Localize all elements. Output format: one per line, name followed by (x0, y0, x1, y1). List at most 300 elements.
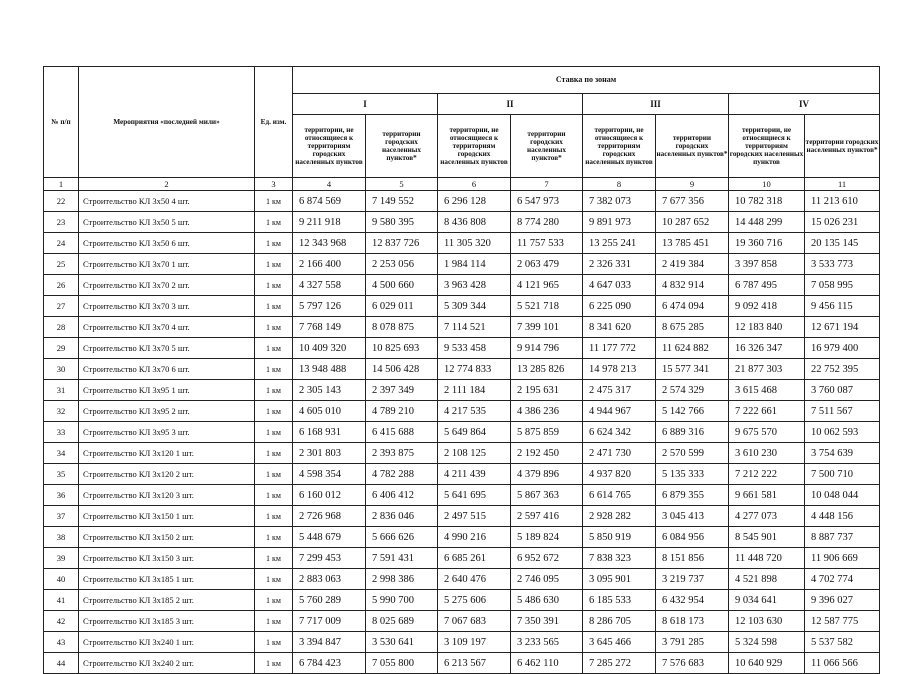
header-zone: II (438, 94, 583, 115)
header-zone: I (293, 94, 438, 115)
rate-zone3-nonurban: 11 177 772 (583, 338, 656, 359)
table-row (44, 275, 880, 296)
rate-zone4-nonurban: 7 212 222 (729, 464, 805, 485)
column-number-row (44, 178, 880, 191)
rate-zone4-urban: 22 752 395 (805, 359, 880, 380)
table-row (44, 380, 880, 401)
table-row (44, 548, 880, 569)
rate-zone3-nonurban: 2 928 282 (583, 506, 656, 527)
header-zone: III (583, 94, 729, 115)
header-sub-urban: территории городских населенных пунктов* (656, 115, 729, 178)
measure-name: Строительство КЛ 3х70 2 шт. (79, 275, 255, 296)
rate-zone2-urban: 2 192 450 (511, 443, 583, 464)
rate-zone1-nonurban: 6 874 569 (293, 191, 366, 212)
rate-zone4-nonurban: 19 360 716 (729, 233, 805, 254)
measure-name: Строительство КЛ 3х150 2 шт. (79, 527, 255, 548)
unit: 1 км (255, 632, 293, 653)
rate-zone1-urban: 2 397 349 (366, 380, 438, 401)
rate-zone3-urban: 10 287 652 (656, 212, 729, 233)
rate-zone2-nonurban: 5 641 695 (438, 485, 511, 506)
column-number: 2 (79, 178, 255, 191)
rate-zone4-nonurban: 9 092 418 (729, 296, 805, 317)
row-number: 31 (44, 380, 79, 401)
table-row (44, 254, 880, 275)
rate-zone4-urban: 4 702 774 (805, 569, 880, 590)
column-number: 9 (656, 178, 729, 191)
rate-zone3-nonurban: 8 341 620 (583, 317, 656, 338)
rate-zone3-nonurban: 13 255 241 (583, 233, 656, 254)
measure-name: Строительство КЛ 3х120 2 шт. (79, 464, 255, 485)
rate-zone4-urban: 3 533 773 (805, 254, 880, 275)
rate-zone2-nonurban: 5 649 864 (438, 422, 511, 443)
rate-zone1-nonurban: 5 448 679 (293, 527, 366, 548)
row-number: 29 (44, 338, 79, 359)
rate-zone2-urban: 4 121 965 (511, 275, 583, 296)
table-row (44, 611, 880, 632)
rate-zone4-nonurban: 5 324 598 (729, 632, 805, 653)
rate-zone4-urban: 12 587 775 (805, 611, 880, 632)
rate-zone4-nonurban: 12 183 840 (729, 317, 805, 338)
rate-zone1-urban: 4 500 660 (366, 275, 438, 296)
rate-zone1-urban: 8 078 875 (366, 317, 438, 338)
rate-zone1-nonurban: 3 394 847 (293, 632, 366, 653)
table-row (44, 317, 880, 338)
rate-zone4-nonurban: 3 610 230 (729, 443, 805, 464)
row-number: 23 (44, 212, 79, 233)
rate-zone2-urban: 2 597 416 (511, 506, 583, 527)
row-number: 37 (44, 506, 79, 527)
rate-zone2-urban: 9 914 796 (511, 338, 583, 359)
rate-zone2-urban: 4 379 896 (511, 464, 583, 485)
table-row (44, 338, 880, 359)
rate-zone1-nonurban: 2 726 968 (293, 506, 366, 527)
rate-zone4-nonurban: 9 034 641 (729, 590, 805, 611)
rate-zone1-urban: 10 825 693 (366, 338, 438, 359)
row-number: 40 (44, 569, 79, 590)
unit: 1 км (255, 548, 293, 569)
column-number: 6 (438, 178, 511, 191)
rate-zone4-nonurban: 9 675 570 (729, 422, 805, 443)
rate-zone3-nonurban: 6 225 090 (583, 296, 656, 317)
rate-zone3-urban: 15 577 341 (656, 359, 729, 380)
rate-zone1-urban: 4 782 288 (366, 464, 438, 485)
unit: 1 км (255, 464, 293, 485)
rate-zone3-nonurban: 2 471 730 (583, 443, 656, 464)
rate-zone2-nonurban: 3 109 197 (438, 632, 511, 653)
unit: 1 км (255, 401, 293, 422)
measure-name: Строительство КЛ 3х240 1 шт. (79, 632, 255, 653)
rate-zone3-urban: 6 474 094 (656, 296, 729, 317)
rate-zone1-urban: 2 253 056 (366, 254, 438, 275)
rate-zone2-urban: 6 952 672 (511, 548, 583, 569)
rate-zone1-urban: 5 666 626 (366, 527, 438, 548)
rate-zone3-nonurban: 3 645 466 (583, 632, 656, 653)
rate-zone4-nonurban: 8 545 901 (729, 527, 805, 548)
rate-zone4-nonurban: 10 640 929 (729, 653, 805, 674)
row-number: 39 (44, 548, 79, 569)
measure-name: Строительство КЛ 3х50 4 шт. (79, 191, 255, 212)
rate-zone3-urban: 13 785 451 (656, 233, 729, 254)
rate-zone3-urban: 11 624 882 (656, 338, 729, 359)
table-row (44, 443, 880, 464)
rate-zone2-urban: 5 486 630 (511, 590, 583, 611)
table-row (44, 632, 880, 653)
row-number: 36 (44, 485, 79, 506)
rate-zone2-nonurban: 7 114 521 (438, 317, 511, 338)
rate-zone1-nonurban: 13 948 488 (293, 359, 366, 380)
table-body (44, 191, 880, 674)
table-row (44, 191, 880, 212)
row-number: 26 (44, 275, 79, 296)
row-number: 41 (44, 590, 79, 611)
rate-zone1-urban: 7 149 552 (366, 191, 438, 212)
rate-zone1-nonurban: 7 768 149 (293, 317, 366, 338)
rate-zone3-urban: 2 419 384 (656, 254, 729, 275)
table-row (44, 485, 880, 506)
rate-zone2-nonurban: 9 533 458 (438, 338, 511, 359)
rate-zone2-nonurban: 8 436 808 (438, 212, 511, 233)
rate-zone2-nonurban: 1 984 114 (438, 254, 511, 275)
rate-zone3-nonurban: 3 095 901 (583, 569, 656, 590)
rate-zone4-nonurban: 16 326 347 (729, 338, 805, 359)
row-number: 25 (44, 254, 79, 275)
rate-zone2-nonurban: 6 296 128 (438, 191, 511, 212)
rate-zone3-urban: 7 677 356 (656, 191, 729, 212)
rate-zone1-nonurban: 5 797 126 (293, 296, 366, 317)
rate-zone1-nonurban: 6 784 423 (293, 653, 366, 674)
rate-zone2-urban: 11 757 533 (511, 233, 583, 254)
unit: 1 км (255, 527, 293, 548)
measure-name: Строительство КЛ 3х70 3 шт. (79, 296, 255, 317)
unit: 1 км (255, 653, 293, 674)
rate-zone3-nonurban: 9 891 973 (583, 212, 656, 233)
rate-zone3-nonurban: 5 850 919 (583, 527, 656, 548)
rate-zone2-nonurban: 7 067 683 (438, 611, 511, 632)
rate-zone4-nonurban: 12 103 630 (729, 611, 805, 632)
rate-zone4-nonurban: 10 782 318 (729, 191, 805, 212)
rate-zone4-urban: 7 511 567 (805, 401, 880, 422)
rate-zone1-nonurban: 7 299 453 (293, 548, 366, 569)
rate-zone3-urban: 6 084 956 (656, 527, 729, 548)
rate-zone1-nonurban: 10 409 320 (293, 338, 366, 359)
rate-zone2-nonurban: 11 305 320 (438, 233, 511, 254)
unit: 1 км (255, 191, 293, 212)
rate-zone4-urban: 9 456 115 (805, 296, 880, 317)
row-number: 30 (44, 359, 79, 380)
measure-name: Строительство КЛ 3х50 6 шт. (79, 233, 255, 254)
row-number: 24 (44, 233, 79, 254)
rate-zone1-nonurban: 2 166 400 (293, 254, 366, 275)
rate-zone2-urban: 4 386 236 (511, 401, 583, 422)
rate-zone1-urban: 6 415 688 (366, 422, 438, 443)
table-row (44, 212, 880, 233)
unit: 1 км (255, 569, 293, 590)
rate-zone1-urban: 3 530 641 (366, 632, 438, 653)
rate-zone2-nonurban: 2 108 125 (438, 443, 511, 464)
rate-zone3-urban: 8 151 856 (656, 548, 729, 569)
column-number: 3 (255, 178, 293, 191)
header-unit: Ед. изм. (255, 67, 293, 178)
rate-zone1-urban: 6 029 011 (366, 296, 438, 317)
unit: 1 км (255, 422, 293, 443)
measure-name: Строительство КЛ 3х185 1 шт. (79, 569, 255, 590)
unit: 1 км (255, 443, 293, 464)
rate-zone3-urban: 2 574 329 (656, 380, 729, 401)
rate-zone2-nonurban: 2 497 515 (438, 506, 511, 527)
column-number: 4 (293, 178, 366, 191)
unit: 1 км (255, 380, 293, 401)
unit: 1 км (255, 317, 293, 338)
table-row (44, 296, 880, 317)
rate-zone1-urban: 7 591 431 (366, 548, 438, 569)
row-number: 34 (44, 443, 79, 464)
rate-zone4-urban: 9 396 027 (805, 590, 880, 611)
column-number: 5 (366, 178, 438, 191)
rate-zone4-urban: 4 448 156 (805, 506, 880, 527)
rate-zone1-nonurban: 12 343 968 (293, 233, 366, 254)
row-number: 42 (44, 611, 79, 632)
header-sub-not-urban: территории, не относящиеся к территориям городских населенных пунктов (729, 115, 805, 178)
column-number: 10 (729, 178, 805, 191)
rate-zone2-urban: 5 875 859 (511, 422, 583, 443)
rate-zone4-urban: 8 887 737 (805, 527, 880, 548)
rate-zone4-urban: 3 760 087 (805, 380, 880, 401)
measure-name: Строительство КЛ 3х150 1 шт. (79, 506, 255, 527)
rate-zone2-nonurban: 2 111 184 (438, 380, 511, 401)
rate-zone1-nonurban: 4 327 558 (293, 275, 366, 296)
rate-zone1-nonurban: 2 883 063 (293, 569, 366, 590)
rate-zone1-nonurban: 6 160 012 (293, 485, 366, 506)
rate-zone1-nonurban: 7 717 009 (293, 611, 366, 632)
header-rates: Ставка по зонам (293, 67, 880, 94)
measure-name: Строительство КЛ 3х70 4 шт. (79, 317, 255, 338)
header-zone: IV (729, 94, 880, 115)
rate-zone2-urban: 5 189 824 (511, 527, 583, 548)
table-row (44, 233, 880, 254)
rate-zone2-urban: 2 195 631 (511, 380, 583, 401)
rate-zone3-nonurban: 7 285 272 (583, 653, 656, 674)
rate-zone1-urban: 14 506 428 (366, 359, 438, 380)
rate-zone1-nonurban: 4 598 354 (293, 464, 366, 485)
rate-zone4-nonurban: 14 448 299 (729, 212, 805, 233)
measure-name: Строительство КЛ 3х95 1 шт. (79, 380, 255, 401)
rate-zone2-nonurban: 4 211 439 (438, 464, 511, 485)
rate-zone4-urban: 11 066 566 (805, 653, 880, 674)
rate-zone2-nonurban: 2 640 476 (438, 569, 511, 590)
rate-zone3-nonurban: 4 937 820 (583, 464, 656, 485)
rate-zone2-urban: 5 867 363 (511, 485, 583, 506)
rate-zone4-urban: 15 026 231 (805, 212, 880, 233)
rate-zone1-nonurban: 6 168 931 (293, 422, 366, 443)
rate-zone4-urban: 16 979 400 (805, 338, 880, 359)
rate-zone4-urban: 20 135 145 (805, 233, 880, 254)
rate-zone1-nonurban: 5 760 289 (293, 590, 366, 611)
rate-zone1-nonurban: 2 305 143 (293, 380, 366, 401)
rate-zone1-urban: 4 789 210 (366, 401, 438, 422)
rate-zone1-urban: 6 406 412 (366, 485, 438, 506)
row-number: 22 (44, 191, 79, 212)
rate-zone3-urban: 8 618 173 (656, 611, 729, 632)
rate-zone3-nonurban: 4 647 033 (583, 275, 656, 296)
measure-name: Строительство КЛ 3х70 1 шт. (79, 254, 255, 275)
rate-zone3-nonurban: 7 838 323 (583, 548, 656, 569)
rate-zone3-nonurban: 2 475 317 (583, 380, 656, 401)
rate-zone4-urban: 11 213 610 (805, 191, 880, 212)
header-sub-not-urban: территории, не относящиеся к территориям городских населенных пунктов (293, 115, 366, 178)
rate-zone1-nonurban: 4 605 010 (293, 401, 366, 422)
rate-zone4-nonurban: 3 615 468 (729, 380, 805, 401)
measure-name: Строительство КЛ 3х50 5 шт. (79, 212, 255, 233)
rate-zone4-urban: 3 754 639 (805, 443, 880, 464)
rate-zone4-urban: 10 062 593 (805, 422, 880, 443)
rate-zone3-nonurban: 14 978 213 (583, 359, 656, 380)
table-row (44, 359, 880, 380)
header-sub-urban: территории городских населенных пунктов* (366, 115, 438, 178)
rate-zone4-urban: 10 048 044 (805, 485, 880, 506)
measure-name: Строительство КЛ 3х95 3 шт. (79, 422, 255, 443)
rate-zone3-nonurban: 6 624 342 (583, 422, 656, 443)
row-number: 28 (44, 317, 79, 338)
measure-name: Строительство КЛ 3х185 3 шт. (79, 611, 255, 632)
measure-name: Строительство КЛ 3х120 3 шт. (79, 485, 255, 506)
rate-zone1-urban: 12 837 726 (366, 233, 438, 254)
table-row (44, 527, 880, 548)
row-number: 38 (44, 527, 79, 548)
rate-zone3-nonurban: 4 944 967 (583, 401, 656, 422)
rate-zone3-urban: 5 135 333 (656, 464, 729, 485)
rate-zone2-nonurban: 5 309 344 (438, 296, 511, 317)
rate-zone1-urban: 2 998 386 (366, 569, 438, 590)
row-number: 35 (44, 464, 79, 485)
rate-zone4-nonurban: 4 277 073 (729, 506, 805, 527)
rate-zone4-nonurban: 4 521 898 (729, 569, 805, 590)
rate-zone2-urban: 13 285 826 (511, 359, 583, 380)
rate-zone1-urban: 5 990 700 (366, 590, 438, 611)
rate-zone4-urban: 7 058 995 (805, 275, 880, 296)
rate-zone2-urban: 5 521 718 (511, 296, 583, 317)
header-sub-not-urban: территории, не относящиеся к территориям городских населенных пунктов (583, 115, 656, 178)
rate-zone2-urban: 7 350 391 (511, 611, 583, 632)
rate-zone4-urban: 5 537 582 (805, 632, 880, 653)
rate-zone3-nonurban: 8 286 705 (583, 611, 656, 632)
header-sub-not-urban: территории, не относящиеся к территориям городских населенных пунктов (438, 115, 511, 178)
row-number: 44 (44, 653, 79, 674)
rate-zone3-urban: 6 432 954 (656, 590, 729, 611)
column-number: 11 (805, 178, 880, 191)
row-number: 32 (44, 401, 79, 422)
rate-zone1-urban: 7 055 800 (366, 653, 438, 674)
column-number: 8 (583, 178, 656, 191)
header-sub-urban: территории городских населенных пунктов* (805, 115, 880, 178)
rate-zone3-urban: 4 832 914 (656, 275, 729, 296)
unit: 1 км (255, 506, 293, 527)
table-row (44, 569, 880, 590)
rate-zone3-nonurban: 2 326 331 (583, 254, 656, 275)
rate-zone1-nonurban: 2 301 803 (293, 443, 366, 464)
table-row (44, 464, 880, 485)
measure-name: Строительство КЛ 3х70 6 шт. (79, 359, 255, 380)
row-number: 43 (44, 632, 79, 653)
rate-zone2-nonurban: 5 275 606 (438, 590, 511, 611)
rate-zone4-urban: 7 500 710 (805, 464, 880, 485)
measure-name: Строительство КЛ 3х70 5 шт. (79, 338, 255, 359)
rate-zone2-nonurban: 6 685 261 (438, 548, 511, 569)
rate-zone3-urban: 3 791 285 (656, 632, 729, 653)
rate-zone2-urban: 3 233 565 (511, 632, 583, 653)
unit: 1 км (255, 485, 293, 506)
header-sub-urban: территории городских населенных пунктов* (511, 115, 583, 178)
measure-name: Строительство КЛ 3х120 1 шт. (79, 443, 255, 464)
rate-zone2-urban: 6 547 973 (511, 191, 583, 212)
rate-zone1-urban: 2 836 046 (366, 506, 438, 527)
rate-zone2-urban: 6 462 110 (511, 653, 583, 674)
rate-zone4-urban: 12 671 194 (805, 317, 880, 338)
column-number: 1 (44, 178, 79, 191)
rate-zone3-nonurban: 6 185 533 (583, 590, 656, 611)
table-row (44, 590, 880, 611)
rate-zone2-urban: 2 746 095 (511, 569, 583, 590)
table-row (44, 506, 880, 527)
table-row (44, 422, 880, 443)
rate-zone3-urban: 6 879 355 (656, 485, 729, 506)
rate-zone2-nonurban: 3 963 428 (438, 275, 511, 296)
table-row (44, 401, 880, 422)
rate-zone4-nonurban: 21 877 303 (729, 359, 805, 380)
rate-zone4-nonurban: 3 397 858 (729, 254, 805, 275)
measure-name: Строительство КЛ 3х95 2 шт. (79, 401, 255, 422)
rate-zone2-nonurban: 6 213 567 (438, 653, 511, 674)
rate-zone3-urban: 7 576 683 (656, 653, 729, 674)
rate-zone1-nonurban: 9 211 918 (293, 212, 366, 233)
rate-zone3-nonurban: 6 614 765 (583, 485, 656, 506)
rate-zone4-nonurban: 11 448 720 (729, 548, 805, 569)
measure-name: Строительство КЛ 3х150 3 шт. (79, 548, 255, 569)
rate-zone3-urban: 8 675 285 (656, 317, 729, 338)
unit: 1 км (255, 254, 293, 275)
tariff-table (43, 66, 880, 674)
rate-zone4-nonurban: 9 661 581 (729, 485, 805, 506)
rate-zone2-urban: 7 399 101 (511, 317, 583, 338)
row-number: 33 (44, 422, 79, 443)
rate-zone1-urban: 8 025 689 (366, 611, 438, 632)
rate-zone4-urban: 11 906 669 (805, 548, 880, 569)
unit: 1 км (255, 233, 293, 254)
rate-zone3-urban: 2 570 599 (656, 443, 729, 464)
unit: 1 км (255, 275, 293, 296)
rate-zone3-urban: 3 045 413 (656, 506, 729, 527)
measure-name: Строительство КЛ 3х240 2 шт. (79, 653, 255, 674)
header-measure: Мероприятия «последней мили» (79, 67, 255, 178)
unit: 1 км (255, 611, 293, 632)
rate-zone4-nonurban: 7 222 661 (729, 401, 805, 422)
rate-zone4-nonurban: 6 787 495 (729, 275, 805, 296)
rate-zone3-urban: 6 889 316 (656, 422, 729, 443)
rate-zone3-urban: 3 219 737 (656, 569, 729, 590)
measure-name: Строительство КЛ 3х185 2 шт. (79, 590, 255, 611)
unit: 1 км (255, 590, 293, 611)
rate-zone1-urban: 9 580 395 (366, 212, 438, 233)
rate-zone2-nonurban: 4 990 216 (438, 527, 511, 548)
unit: 1 км (255, 212, 293, 233)
rate-zone3-urban: 5 142 766 (656, 401, 729, 422)
table-row (44, 653, 880, 674)
rate-zone2-urban: 2 063 479 (511, 254, 583, 275)
header-num: № п/п (44, 67, 79, 178)
column-number: 7 (511, 178, 583, 191)
rate-zone1-urban: 2 393 875 (366, 443, 438, 464)
unit: 1 км (255, 359, 293, 380)
rate-zone2-nonurban: 4 217 535 (438, 401, 511, 422)
